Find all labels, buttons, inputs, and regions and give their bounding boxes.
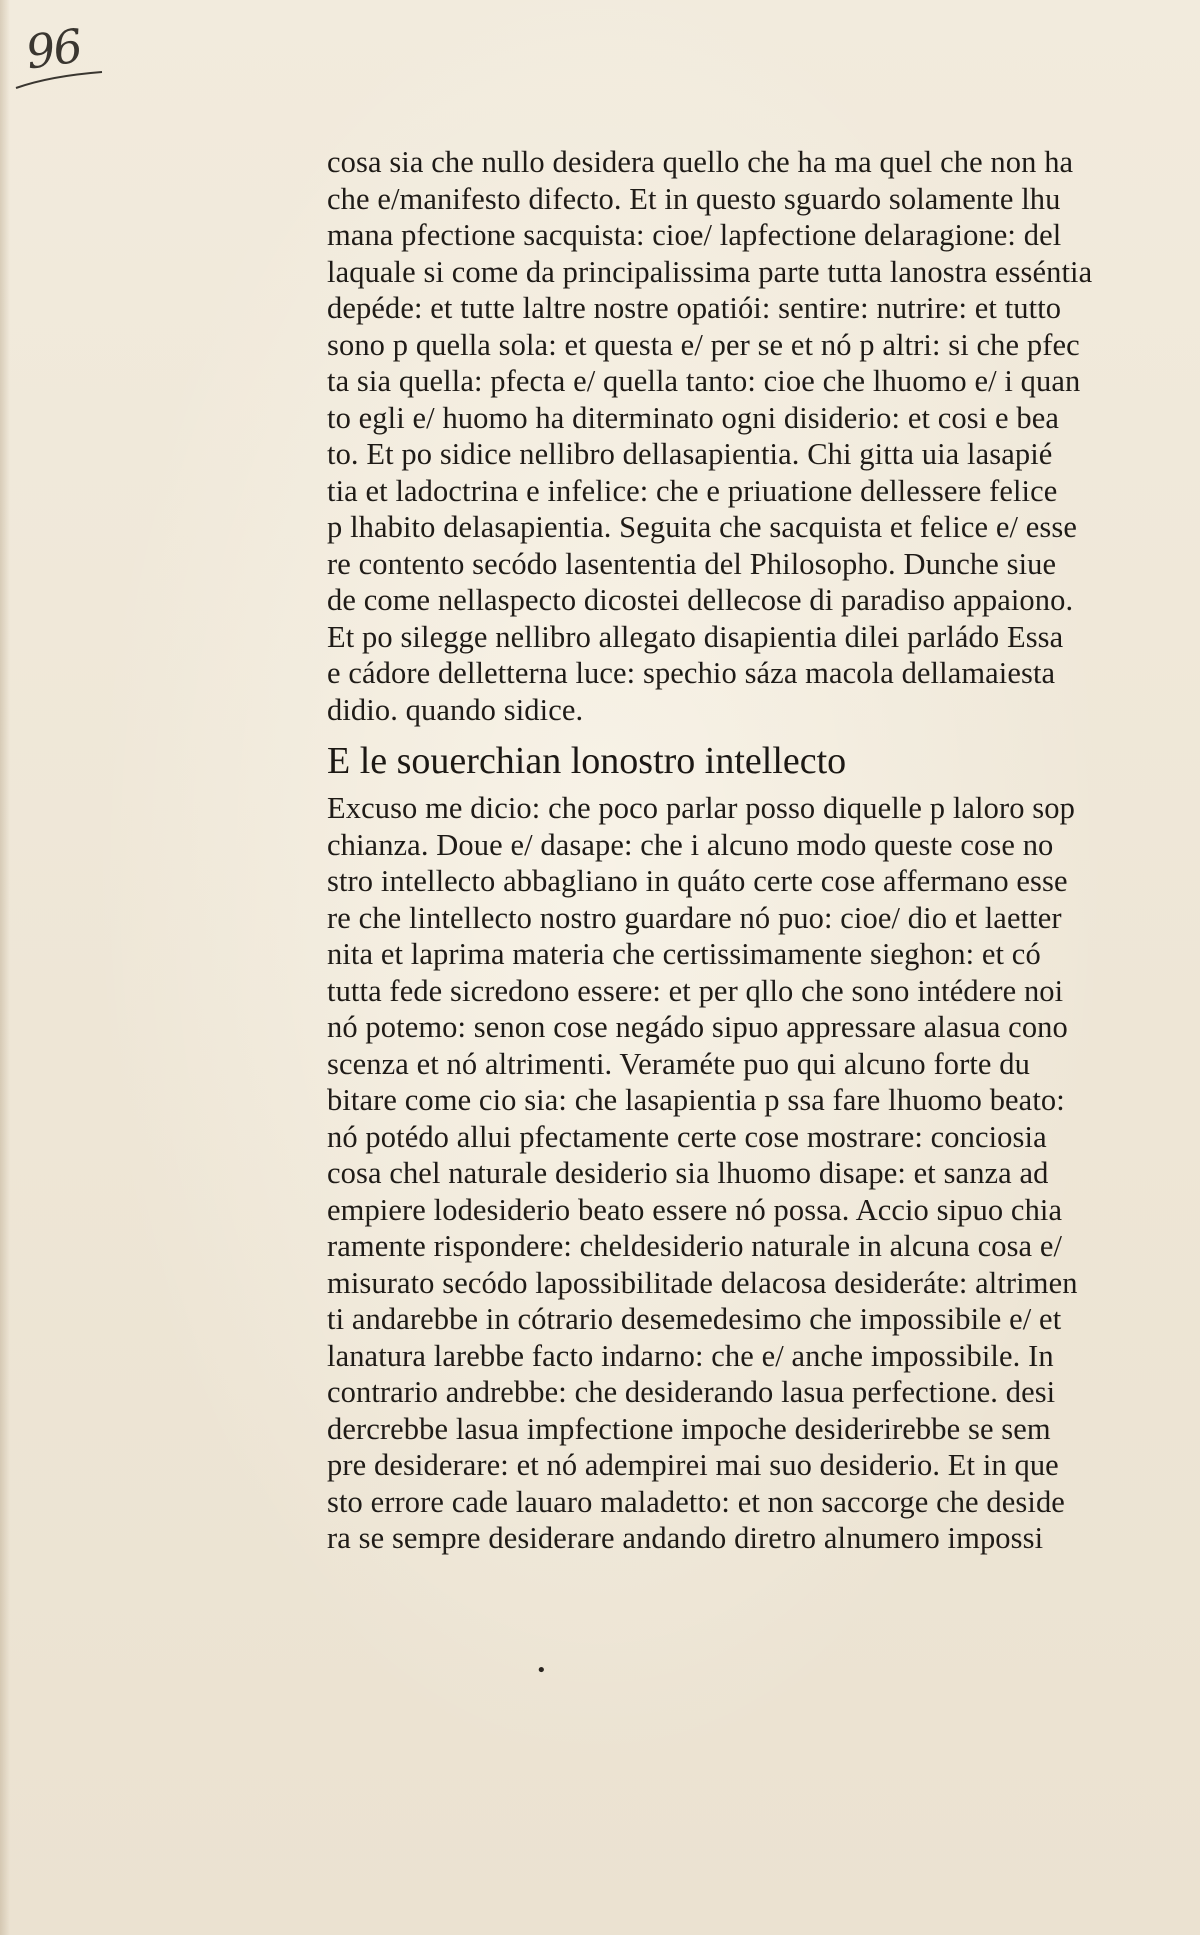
text-line: re che lintellecto nostro guardare nó puo: cioe/ dio et laetter	[327, 900, 1062, 935]
text-line: Excuso me dicio: che poco parlar posso diquelle p laloro sop	[327, 791, 1075, 825]
text-line: sono p quella sola: et questa e/ per se et nó p altri: si che pfec	[327, 327, 1080, 362]
lower-paragraph	[327, 790, 1127, 1557]
body-text	[327, 144, 1127, 1557]
text-line: pre desiderare: et nó adempirei mai suo desiderio. Et in que	[327, 1448, 1059, 1482]
text-line: lanatura larebbe facto indarno: che e/ anche impossibile. In	[327, 1338, 1054, 1373]
text-line: nita et laprima materia che certissimamente sieghon: et có	[327, 937, 1041, 971]
text-line: to egli e/ huomo ha diterminato ogni disiderio: et cosi e bea	[327, 400, 1059, 435]
text-line: stro intellecto abbagliano in quáto certe cose affermano esse	[327, 864, 1068, 898]
text-line: ra se sempre desiderare andando diretro alnumero impossi	[327, 1521, 1044, 1555]
text-line: ta sia quella: pfecta e/ quella tanto: cioe che lhuomo e/ i quan	[327, 364, 1081, 398]
ornament-dot: •	[536, 1660, 547, 1681]
text-line: dercrebbe lasua impfectione impoche desiderirebbe se sem	[327, 1411, 1051, 1446]
text-line: Et po silegge nellibro allegato disapientia dilei parládo Essa	[327, 619, 1064, 654]
text-line: nó potédo allui pfectamente certe cose mostrare: conciosia	[327, 1119, 1047, 1154]
text-line: de come nellaspecto dicostei dellecose di paradiso appaiono.	[327, 583, 1074, 617]
text-line: tutta fede sicredono essere: et per qllo che sono intédere noi	[327, 973, 1064, 1008]
text-line: ramente rispondere: cheldesiderio naturale in alcuna cosa e/	[327, 1229, 1063, 1263]
text-line: e cádore delletterna luce: spechio sáza macola dellamaiesta	[327, 656, 1056, 690]
text-line: laquale si come da principalissima parte tutta lanostra esséntia	[327, 254, 1093, 289]
page-edge-shadow	[0, 0, 10, 1935]
text-line: cosa chel naturale desiderio sia lhuomo disape: et sanza ad	[327, 1156, 1049, 1190]
text-line: mana pfectione sacquista: cioe/ lapfectione delaragione: del	[327, 218, 1062, 252]
text-line: ti andarebbe in cótrario desemedesimo che impossibile e/ et	[327, 1302, 1062, 1336]
text-line: sto errore cade lauaro maladetto: et non saccorge che deside	[327, 1484, 1065, 1519]
text-line: cosa sia che nullo desidera quello che ha ma quel che non ha	[327, 145, 1074, 179]
text-line: to. Et po sidice nellibro dellasapientia. Chi gitta uia lasapié	[327, 437, 1053, 471]
text-line: chianza. Doue e/ dasape: che i alcuno modo queste cose no	[327, 827, 1054, 862]
text-line: scenza et nó altrimenti. Veraméte puo qui alcuno forte du	[327, 1046, 1030, 1081]
text-line: didio. quando sidice.	[327, 692, 584, 727]
upper-paragraph	[327, 144, 1127, 728]
text-line: contrario andrebbe: che desiderando lasua perfectione. desi	[327, 1375, 1056, 1409]
text-line: depéde: et tutte laltre nostre opatiói: sentire: nutrire: et tutto	[327, 291, 1062, 325]
folio-number	[10, 18, 110, 98]
section-heading: E le souerchian lonostro intellecto	[327, 740, 847, 782]
text-line: bitare come cio sia: che lasapientia p ssa fare lhuomo beato:	[327, 1083, 1065, 1117]
text-line: che e/manifesto difecto. Et in questo sguardo solamente lhu	[327, 181, 1061, 216]
text-line: misurato secódo lapossibilitade delacosa desideráte: altrimen	[327, 1265, 1078, 1300]
text-line: re contento secódo lasententia del Philosopho. Dunche siue	[327, 546, 1057, 581]
text-line: nó potemo: senon cose negádo sipuo appressare alasua cono	[327, 1010, 1068, 1044]
folio-number-text: 96	[22, 18, 85, 80]
text-line: p lhabito delasapientia. Seguita che sacquista et felice e/ esse	[327, 510, 1077, 544]
text-line: tia et ladoctrina e infelice: che e priuatione dellessere felice	[327, 473, 1058, 508]
text-line: empiere lodesiderio beato essere nó possa. Accio sipuo chia	[327, 1192, 1063, 1227]
